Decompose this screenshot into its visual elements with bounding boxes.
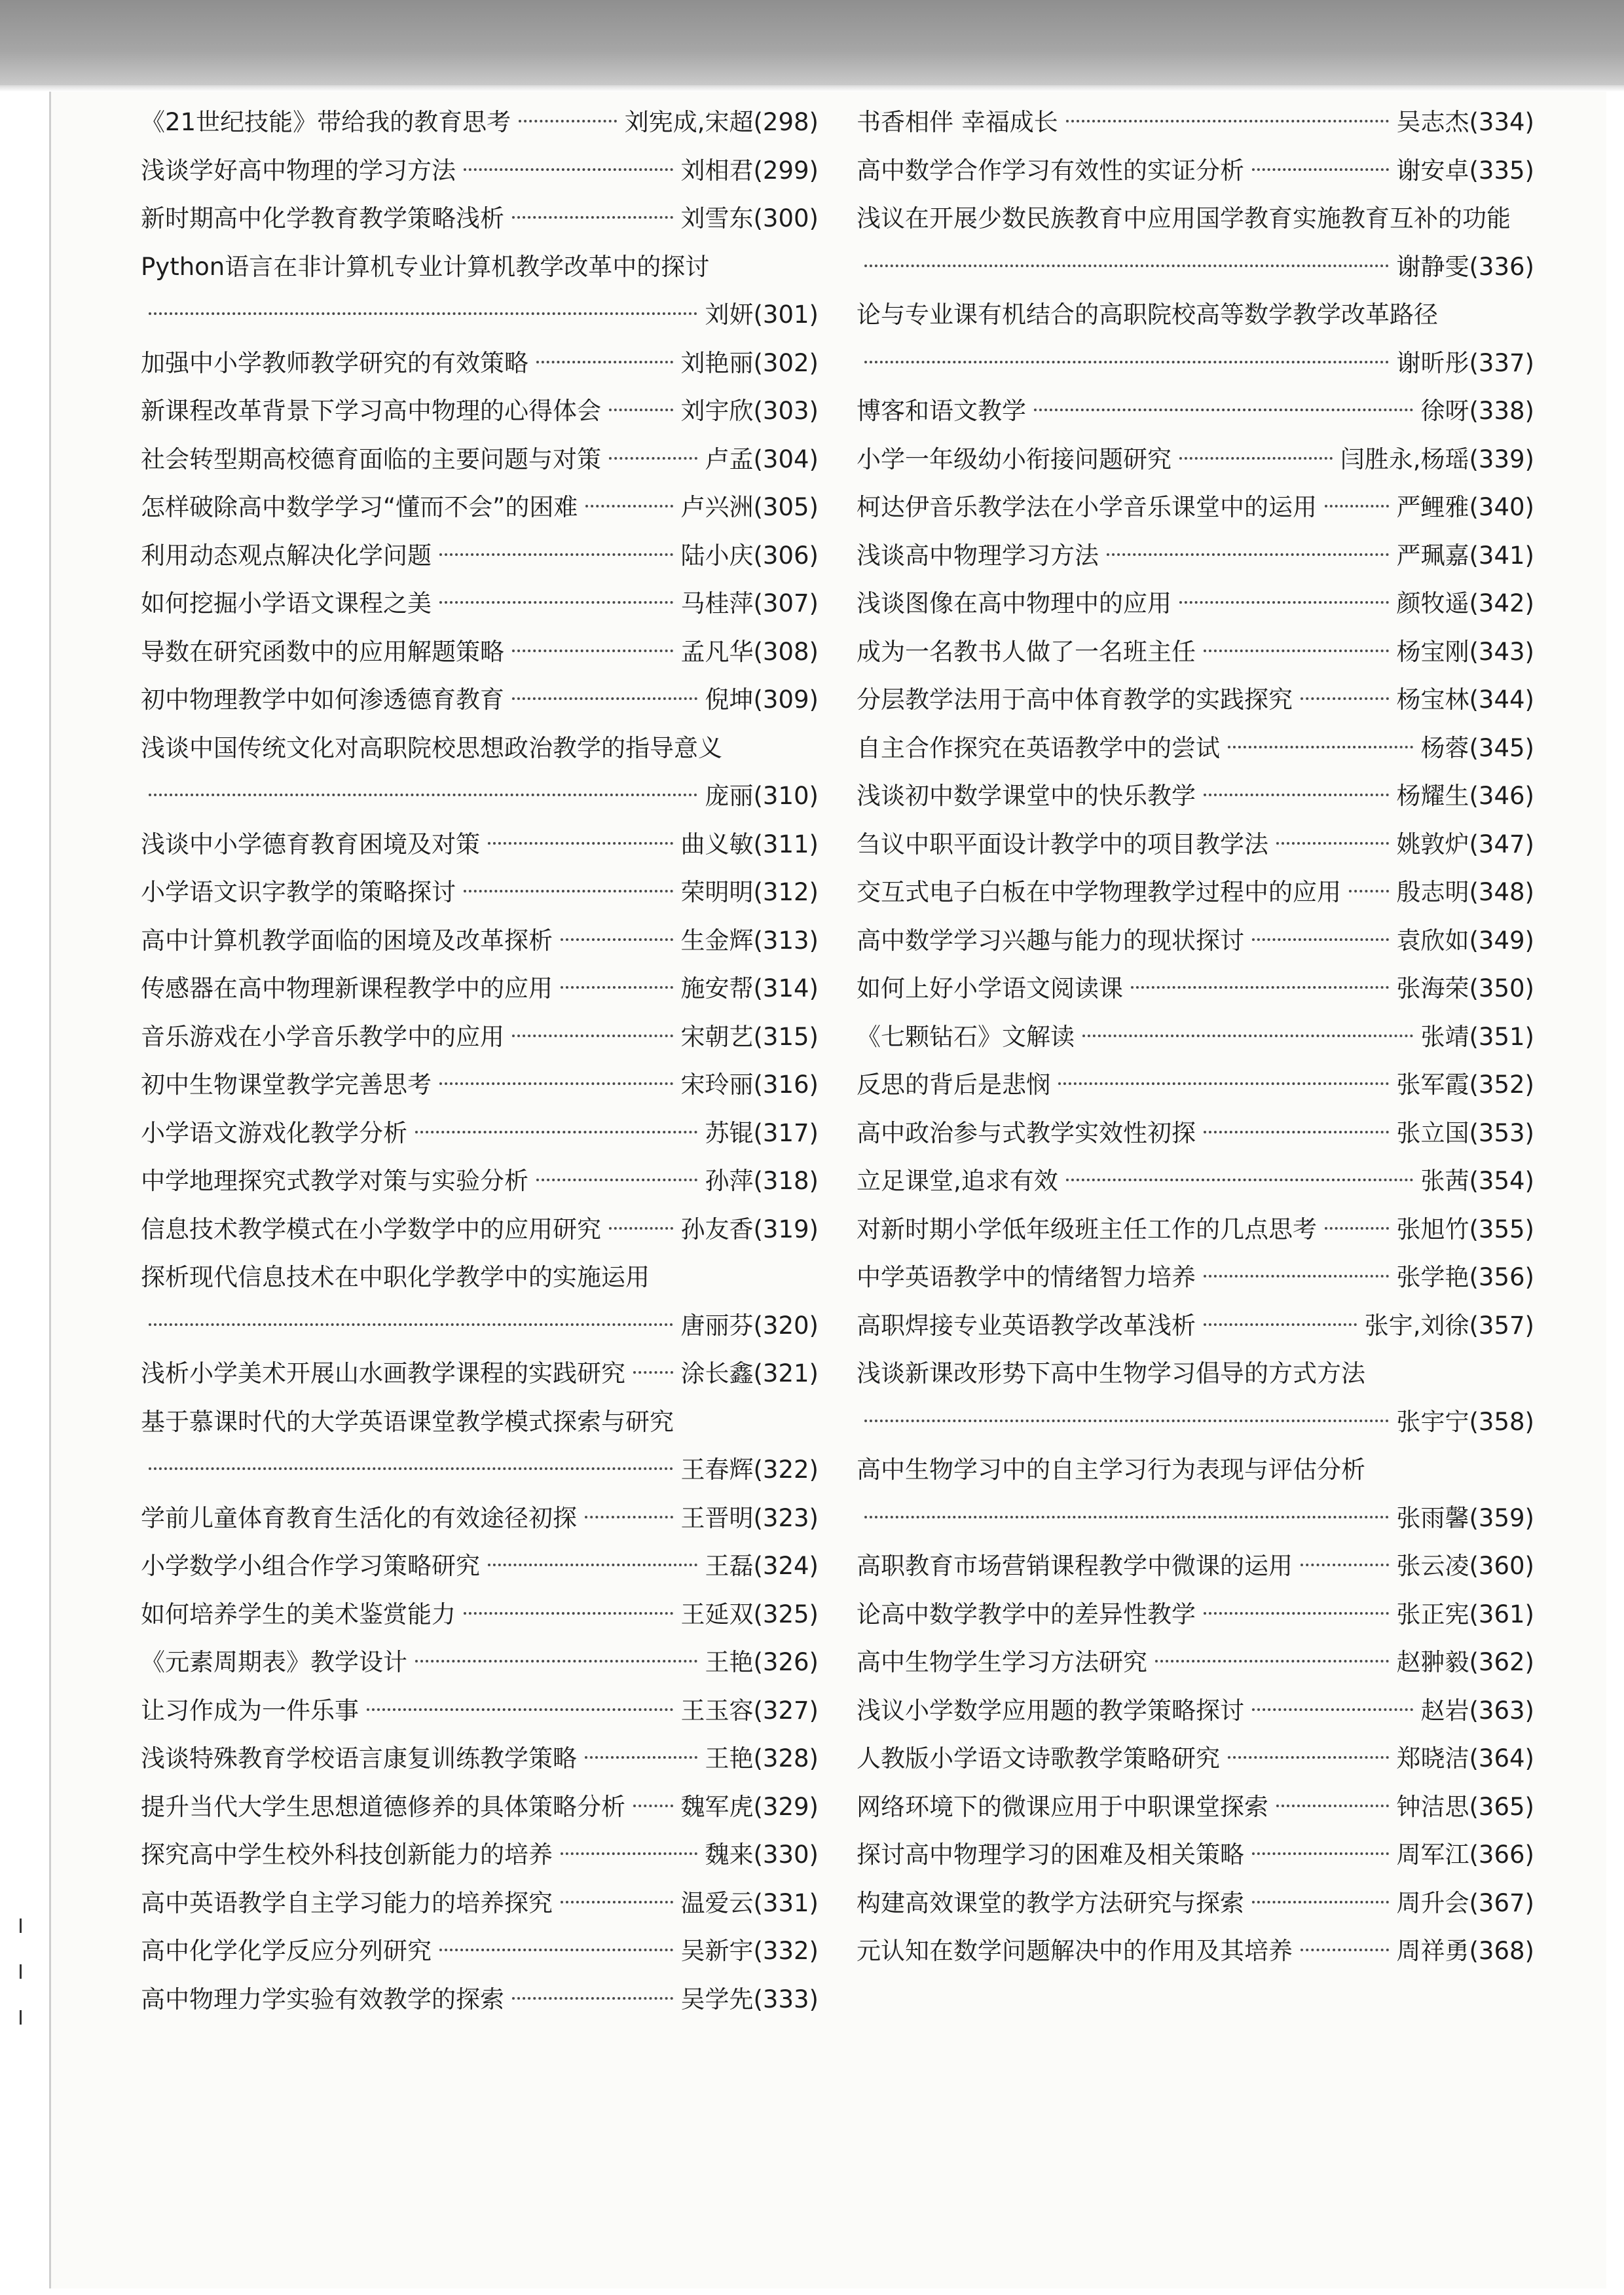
dot-leader: [1066, 120, 1389, 122]
margin-mark: [20, 1919, 27, 1933]
dot-leader: [488, 842, 673, 845]
dot-leader: [1252, 1901, 1389, 1903]
toc-entry-author-page: 王磊(324): [705, 1552, 819, 1580]
toc-entry-author-page: 吴新宇(332): [680, 1937, 819, 1965]
toc-entry-title: 如何培养学生的美术鉴赏能力: [141, 1600, 456, 1628]
toc-entry[interactable]: [857, 917, 1534, 965]
toc-entry-author-page: 张军霞(352): [1396, 1071, 1534, 1099]
toc-entry[interactable]: [857, 868, 1534, 917]
toc-entry-title: 浅谈图像在高中物理中的应用: [857, 589, 1172, 617]
toc-entry-author-page: 卢兴洲(305): [680, 493, 819, 521]
toc-entry-author-page: 严珮嘉(341): [1396, 541, 1534, 570]
toc-entry[interactable]: [857, 387, 1534, 435]
toc-entry[interactable]: [141, 339, 819, 388]
toc-entry-title: 让习作成为一件乐事: [141, 1696, 359, 1725]
toc-entry[interactable]: [857, 1927, 1534, 1975]
toc-entry[interactable]: [857, 1061, 1534, 1109]
toc-entry[interactable]: [141, 917, 819, 965]
toc-entry-title: 信息技术教学模式在小学数学中的应用研究: [141, 1215, 601, 1243]
toc-entry-author-page: 宋玲丽(316): [680, 1071, 819, 1099]
toc-entry[interactable]: [141, 387, 819, 435]
toc-entry[interactable]: [857, 1302, 1534, 1350]
dot-leader: [864, 1516, 1389, 1518]
toc-entry-title: 高职教育市场营销课程教学中微课的运用: [857, 1552, 1293, 1580]
toc-entry-author-page: 徐呀(338): [1420, 397, 1534, 425]
dot-leader: [512, 216, 673, 219]
toc-entry[interactable]: [141, 483, 819, 532]
toc-entry[interactable]: [141, 1687, 819, 1735]
dot-leader: [1276, 842, 1389, 845]
toc-entry-author-page: 张雨馨(359): [1396, 1503, 1534, 1532]
dot-leader: [561, 1852, 697, 1855]
toc-entry[interactable]: [141, 1109, 819, 1158]
dot-leader: [1107, 553, 1389, 556]
toc-entry-title: 探究高中学生校外科技创新能力的培养: [141, 1841, 553, 1869]
toc-entry-title: 怎样破除高中数学学习“懂而不会”的困难: [141, 493, 578, 521]
toc-entry-author-page: 陆小庆(306): [680, 541, 819, 570]
toc-entry-author-page: 孟凡华(308): [680, 637, 819, 666]
toc-entry[interactable]: [857, 1157, 1534, 1205]
toc-entry-author-page: 苏锟(317): [705, 1118, 819, 1147]
toc-entry-author-page: 谢静雯(336): [1396, 252, 1534, 281]
toc-entry-title: 刍议中职平面设计教学中的项目教学法: [857, 830, 1268, 858]
dot-leader: [519, 120, 617, 122]
dot-leader: [415, 1660, 697, 1662]
dot-leader: [1228, 746, 1413, 748]
toc-entry-title: 高中生物学生学习方法研究: [857, 1648, 1147, 1676]
toc-entry-author-page: 颜牧遥(342): [1396, 589, 1534, 617]
toc-entry-author-page: 庞丽(310): [705, 782, 819, 810]
toc-entry-title: 高中数学学习兴趣与能力的现状探讨: [857, 926, 1244, 955]
dot-leader: [1058, 1082, 1389, 1085]
dot-leader: [864, 265, 1389, 267]
dot-leader: [1204, 1612, 1389, 1615]
toc-entry-title: 导数在研究函数中的应用解题策略: [141, 637, 504, 666]
toc-entry[interactable]: [141, 1927, 819, 1975]
toc-entry[interactable]: [857, 1638, 1534, 1687]
toc-entry[interactable]: [857, 1349, 1534, 1446]
dot-leader: [1131, 986, 1389, 989]
dot-leader: [585, 1516, 673, 1518]
toc-entry-title: 《21世纪技能》带给我的教育思考: [141, 108, 511, 136]
toc-entry-author-page: 孙萍(318): [705, 1167, 819, 1195]
toc-entry-title: 小学语文识字教学的策略探讨: [141, 878, 456, 906]
toc-entry[interactable]: [141, 98, 819, 147]
toc-entry-title: 浅谈特殊教育学校语言康复训练教学策略: [141, 1744, 577, 1772]
dot-leader: [488, 1564, 697, 1566]
toc-entry[interactable]: [857, 291, 1534, 387]
toc-entry-title: 《七颗钻石》文解读: [857, 1022, 1075, 1051]
toc-entry[interactable]: [857, 147, 1534, 195]
toc-entry-title: 新课程改革背景下学习高中物理的心得体会: [141, 397, 601, 425]
toc-entry-title: 交互式电子白板在中学物理教学过程中的应用: [857, 878, 1341, 906]
toc-entry-title: 加强中小学教师教学研究的有效策略: [141, 348, 528, 377]
dot-leader: [1301, 1949, 1389, 1951]
toc-entry-author-page: 刘宪成,宋超(298): [624, 108, 819, 136]
dot-leader: [633, 1805, 673, 1807]
dot-leader: [1204, 1275, 1389, 1277]
toc-entry-title: 高中英语教学自主学习能力的培养探究: [141, 1888, 553, 1917]
toc-entry[interactable]: [857, 820, 1534, 869]
dot-leader: [512, 1035, 673, 1037]
dot-leader: [464, 890, 673, 892]
toc-entry[interactable]: [857, 435, 1534, 484]
toc-entry[interactable]: [141, 1590, 819, 1639]
dot-leader: [561, 986, 673, 989]
toc-entry-title: 小学一年级幼小衔接问题研究: [857, 445, 1172, 473]
toc-entry-author-page: 钟洁思(365): [1396, 1792, 1534, 1821]
toc-entry-title: 浅析小学美术开展山水画教学课程的实践研究: [141, 1359, 625, 1387]
toc-entry[interactable]: [141, 1494, 819, 1543]
toc-entry-title: 浅谈初中数学课堂中的快乐教学: [857, 782, 1196, 810]
toc-entry-title: 高职焊接专业英语教学改革浅析: [857, 1311, 1196, 1340]
toc-right-column: [857, 98, 1534, 1975]
toc-entry-title: 成为一名教书人做了一名班主任: [857, 637, 1196, 666]
toc-entry-author-page: 杨蓉(345): [1420, 733, 1534, 762]
dot-leader: [1204, 1131, 1389, 1133]
toc-entry-author-page: 张旭竹(355): [1396, 1215, 1534, 1243]
toc-entry-title: 元认知在数学问题解决中的作用及其培养: [857, 1937, 1293, 1965]
toc-entry[interactable]: [857, 1446, 1534, 1542]
toc-entry-title: 分层教学法用于高中体育教学的实践探究: [857, 686, 1293, 714]
dot-leader: [1204, 794, 1389, 796]
toc-entry[interactable]: [141, 1879, 819, 1928]
margin-mark: [20, 1964, 27, 1979]
toc-entry-author-page: 张云凌(360): [1396, 1552, 1534, 1580]
toc-entry[interactable]: [857, 1687, 1534, 1735]
toc-entry[interactable]: [141, 1349, 819, 1398]
toc-entry-author-page: 张茜(354): [1420, 1167, 1534, 1195]
toc-entry-title: 人教版小学语文诗歌教学策略研究: [857, 1744, 1220, 1772]
toc-entry-author-page: 施安帮(314): [680, 974, 819, 1002]
dot-leader: [1082, 1035, 1413, 1037]
toc-entry-title: 小学数学小组合作学习策略研究: [141, 1552, 480, 1580]
toc-entry-author-page: 刘雪东(300): [680, 204, 819, 232]
dot-leader: [464, 168, 673, 171]
toc-entry[interactable]: [857, 1783, 1534, 1831]
toc-entry-author-page: 王艳(326): [705, 1648, 819, 1676]
toc-entry-title: 对新时期小学低年级班主任工作的几点思考: [857, 1215, 1317, 1243]
toc-entry-title: 探讨高中物理学习的困难及相关策略: [857, 1841, 1244, 1869]
top-gray-band: [0, 0, 1624, 85]
toc-entry[interactable]: [857, 1879, 1534, 1928]
toc-left-column: [141, 98, 819, 2023]
toc-entry-title: 学前儿童体育教育生活化的有效途径初探: [141, 1503, 577, 1532]
dot-leader: [561, 938, 673, 941]
dot-leader: [1252, 938, 1389, 941]
top-band-edge: [0, 85, 1624, 92]
toc-entry[interactable]: [141, 1975, 819, 2024]
toc-entry[interactable]: [141, 964, 819, 1013]
toc-entry[interactable]: [141, 1638, 819, 1687]
toc-entry-author-page: 张海荣(350): [1396, 974, 1534, 1002]
dot-leader: [1276, 1805, 1389, 1807]
toc-entry[interactable]: [141, 1253, 819, 1349]
toc-entry-title: 构建高效课堂的教学方法研究与探索: [857, 1888, 1244, 1917]
toc-entry-title: 传感器在高中物理新课程教学中的应用: [141, 974, 553, 1002]
toc-entry-title: 柯达伊音乐教学法在小学音乐课堂中的运用: [857, 493, 1317, 521]
toc-entry[interactable]: [141, 868, 819, 917]
dot-leader: [609, 409, 673, 411]
toc-entry[interactable]: [141, 1157, 819, 1205]
toc-entry-title: 反思的背后是悲悯: [857, 1071, 1050, 1099]
toc-entry-title: 浅谈学好高中物理的学习方法: [141, 156, 456, 185]
toc-entry-author-page: 吴志杰(334): [1396, 108, 1534, 136]
dot-leader: [1349, 890, 1389, 892]
toc-entry[interactable]: [141, 820, 819, 869]
dot-leader: [149, 1323, 673, 1326]
toc-entry-title: 高中化学化学反应分列研究: [141, 1937, 432, 1965]
dot-leader: [512, 697, 697, 700]
toc-entry-title: 高中数学合作学习有效性的实证分析: [857, 156, 1244, 185]
toc-entry-title: 中学英语教学中的情绪智力培养: [857, 1263, 1196, 1291]
toc-entry-author-page: 刘艳丽(302): [680, 348, 819, 377]
dot-leader: [1155, 1660, 1389, 1662]
toc-entry[interactable]: [141, 1013, 819, 1061]
toc-entry-author-page: 王延双(325): [680, 1600, 819, 1628]
toc-entry-title: 高中生物学习中的自主学习行为表现与评估分析: [857, 1456, 1365, 1484]
dot-leader: [561, 1901, 673, 1903]
dot-leader: [864, 1420, 1389, 1422]
toc-entry-author-page: 温爱云(331): [680, 1888, 819, 1917]
dot-leader: [609, 457, 697, 460]
toc-entry-title: 利用动态观点解决化学问题: [141, 541, 432, 570]
toc-entry-author-page: 赵翀毅(362): [1396, 1648, 1534, 1676]
toc-entry[interactable]: [141, 1061, 819, 1109]
toc-entry-title: 提升当代大学生思想道德修养的具体策略分析: [141, 1792, 625, 1821]
toc-entry-title: 高中计算机教学面临的困境及改革探析: [141, 926, 553, 955]
dot-leader: [439, 1949, 673, 1951]
toc-entry-title: 初中物理教学中如何渗透德育教育: [141, 686, 504, 714]
toc-entry-author-page: 张正宪(361): [1396, 1600, 1534, 1628]
toc-entry[interactable]: [141, 579, 819, 628]
toc-entry-author-page: 王玉容(327): [680, 1696, 819, 1725]
toc-entry[interactable]: [141, 1783, 819, 1831]
toc-entry-title: 浅议小学数学应用题的教学策略探讨: [857, 1696, 1244, 1725]
toc-entry-author-page: 王春辉(322): [680, 1456, 819, 1484]
toc-entry[interactable]: [857, 1013, 1534, 1061]
toc-entry-author-page: 荣明明(312): [680, 878, 819, 906]
toc-entry-title: 立足课堂,追求有效: [857, 1167, 1058, 1195]
toc-entry[interactable]: [141, 435, 819, 484]
dot-leader: [1301, 697, 1389, 700]
toc-entry[interactable]: [141, 1542, 819, 1590]
toc-entry[interactable]: [141, 1398, 819, 1494]
toc-entry-title: 社会转型期高校德育面临的主要问题与对策: [141, 445, 601, 473]
dot-leader: [536, 361, 673, 363]
dot-leader: [1325, 1227, 1389, 1230]
toc-entry-title: 书香相伴 幸福成长: [857, 108, 1058, 136]
toc-entry-author-page: 刘妍(301): [705, 301, 819, 329]
toc-entry[interactable]: [857, 98, 1534, 147]
dot-leader: [1204, 650, 1389, 652]
toc-entry-title: 如何上好小学语文阅读课: [857, 974, 1123, 1002]
dot-leader: [536, 1179, 697, 1181]
dot-leader: [1228, 1756, 1389, 1759]
dot-leader: [609, 1227, 673, 1230]
toc-entry-author-page: 杨耀生(346): [1396, 782, 1534, 810]
toc-entry[interactable]: [857, 1590, 1534, 1639]
toc-entry[interactable]: [141, 676, 819, 724]
toc-entry-author-page: 杨宝刚(343): [1396, 637, 1534, 666]
toc-entry-title: 浅谈中国传统文化对高职院校思想政治教学的指导意义: [141, 733, 722, 762]
toc-entry-title: 高中物理力学实验有效教学的探索: [141, 1985, 504, 2013]
dot-leader: [1179, 457, 1333, 460]
toc-entry[interactable]: [857, 1831, 1534, 1879]
dot-leader: [1325, 505, 1389, 507]
toc-entry[interactable]: [857, 1253, 1534, 1302]
toc-entry-author-page: 生金辉(313): [680, 926, 819, 955]
dot-leader: [512, 1997, 673, 2000]
toc-entry-title: Python语言在非计算机专业计算机教学改革中的探讨: [141, 252, 710, 281]
toc-entry-author-page: 闫胜永,杨瑶(339): [1340, 445, 1534, 473]
toc-entry[interactable]: [857, 1735, 1534, 1783]
dot-leader: [1252, 1708, 1413, 1711]
toc-entry-author-page: 王艳(328): [705, 1744, 819, 1772]
toc-entry-title: 浅谈高中物理学习方法: [857, 541, 1099, 570]
toc-entry[interactable]: [857, 483, 1534, 532]
toc-entry-author-page: 曲义敏(311): [680, 830, 819, 858]
toc-entry-title: 论高中数学教学中的差异性教学: [857, 1600, 1196, 1628]
toc-entry-author-page: 张立国(353): [1396, 1118, 1534, 1147]
toc-entry[interactable]: [857, 628, 1534, 676]
toc-entry[interactable]: [857, 532, 1534, 580]
toc-entry-author-page: 殷志明(348): [1396, 878, 1534, 906]
toc-entry-title: 探析现代信息技术在中职化学教学中的实施运用: [141, 1263, 650, 1291]
toc-entry[interactable]: [857, 194, 1534, 291]
dot-leader: [1301, 1564, 1389, 1566]
toc-entry-author-page: 周祥勇(368): [1396, 1937, 1534, 1965]
toc-entry-title: 小学语文游戏化教学分析: [141, 1118, 407, 1147]
toc-entry[interactable]: [857, 1109, 1534, 1158]
dot-leader: [585, 1756, 697, 1759]
toc-entry-author-page: 张学艳(356): [1396, 1263, 1534, 1291]
toc-entry[interactable]: [857, 1205, 1534, 1254]
toc-entry[interactable]: [141, 243, 819, 339]
dot-leader: [864, 361, 1389, 363]
toc-entry[interactable]: [141, 194, 819, 243]
toc-entry-author-page: 张宇,刘徐(357): [1364, 1311, 1534, 1340]
dot-leader: [367, 1708, 673, 1711]
toc-entry-author-page: 周升会(367): [1396, 1888, 1534, 1917]
dot-leader: [1179, 601, 1389, 604]
toc-entry-author-page: 魏军虎(329): [680, 1792, 819, 1821]
toc-entry-author-page: 刘相君(299): [680, 156, 819, 185]
toc-entry-title: 网络环境下的微课应用于中职课堂探索: [857, 1792, 1268, 1821]
toc-entry-author-page: 严鲤雅(340): [1396, 493, 1534, 521]
toc-entry-title: 新时期高中化学教育教学策略浅析: [141, 204, 504, 232]
dot-leader: [1252, 1852, 1389, 1855]
toc-entry[interactable]: [857, 579, 1534, 628]
toc-entry-author-page: 唐丽芬(320): [680, 1311, 819, 1340]
toc-entry-title: 音乐游戏在小学音乐教学中的应用: [141, 1022, 504, 1051]
dot-leader: [464, 1612, 673, 1615]
toc-entry[interactable]: [857, 964, 1534, 1013]
toc-entry-title: 高中政治参与式教学实效性初探: [857, 1118, 1196, 1147]
dot-leader: [585, 505, 673, 507]
toc-entry-title: 浅议在开展少数民族教育中应用国学教育实施教育互补的功能: [857, 204, 1511, 232]
toc-entry-author-page: 刘宇欣(303): [680, 397, 819, 425]
toc-entry[interactable]: [141, 532, 819, 580]
toc-entry-author-page: 赵岩(363): [1420, 1696, 1534, 1725]
toc-entry-author-page: 张宇宁(358): [1396, 1407, 1534, 1436]
toc-entry-author-page: 卢孟(304): [705, 445, 819, 473]
toc-entry-author-page: 涂长鑫(321): [680, 1359, 819, 1387]
dot-leader: [512, 650, 673, 652]
toc-entry[interactable]: [141, 628, 819, 676]
toc-entry-author-page: 谢昕彤(337): [1396, 348, 1534, 377]
dot-leader: [149, 794, 697, 796]
toc-entry[interactable]: [857, 724, 1534, 773]
dot-leader: [149, 1467, 673, 1470]
toc-entry-title: 中学地理探究式教学对策与实验分析: [141, 1167, 528, 1195]
toc-entry-author-page: 张靖(351): [1420, 1022, 1534, 1051]
toc-entry[interactable]: [141, 1205, 819, 1254]
toc-entry-author-page: 袁欣如(349): [1396, 926, 1534, 955]
toc-entry-author-page: 姚敦炉(347): [1396, 830, 1534, 858]
toc-entry-author-page: 谢安卓(335): [1396, 156, 1534, 185]
toc-entry-author-page: 郑晓洁(364): [1396, 1744, 1534, 1772]
dot-leader: [415, 1131, 697, 1133]
toc-entry-title: 浅谈中小学德育教育困境及对策: [141, 830, 480, 858]
dot-leader: [1252, 168, 1389, 171]
toc-entry-author-page: 魏来(330): [705, 1841, 819, 1869]
toc-entry-author-page: 宋朝艺(315): [680, 1022, 819, 1051]
toc-entry[interactable]: [141, 1831, 819, 1879]
dot-leader: [1034, 409, 1413, 411]
dot-leader: [1066, 1179, 1413, 1181]
toc-entry[interactable]: [857, 676, 1534, 724]
dot-leader: [439, 553, 673, 556]
toc-entry-title: 自主合作探究在英语教学中的尝试: [857, 733, 1220, 762]
toc-entry-author-page: 杨宝林(344): [1396, 686, 1534, 714]
toc-entry-title: 初中生物课堂教学完善思考: [141, 1071, 432, 1099]
margin-mark: [20, 2010, 27, 2025]
dot-leader: [1204, 1323, 1357, 1326]
toc-entry[interactable]: [857, 772, 1534, 820]
toc-entry-title: 《元素周期表》教学设计: [141, 1648, 407, 1676]
dot-leader: [439, 1082, 673, 1085]
toc-entry[interactable]: [857, 1542, 1534, 1590]
toc-entry-author-page: 马桂萍(307): [680, 589, 819, 617]
toc-entry-title: 论与专业课有机结合的高职院校高等数学教学改革路径: [857, 301, 1438, 329]
toc-entry-author-page: 周军江(366): [1396, 1841, 1534, 1869]
toc-entry-author-page: 王晋明(323): [680, 1503, 819, 1532]
toc-entry-author-page: 吴学先(333): [680, 1985, 819, 2013]
toc-entry-title: 博客和语文教学: [857, 397, 1026, 425]
toc-entry-author-page: 孙友香(319): [680, 1215, 819, 1243]
dot-leader: [633, 1371, 673, 1374]
toc-entry[interactable]: [141, 724, 819, 820]
dot-leader: [149, 312, 697, 315]
toc-entry-title: 如何挖掘小学语文课程之美: [141, 589, 432, 617]
toc-entry[interactable]: [141, 1735, 819, 1783]
toc-entry-title: 基于慕课时代的大学英语课堂教学模式探索与研究: [141, 1407, 674, 1436]
toc-entry[interactable]: [141, 147, 819, 195]
toc-entry-author-page: 倪坤(309): [705, 686, 819, 714]
toc-entry-title: 浅谈新课改形势下高中生物学习倡导的方式方法: [857, 1359, 1365, 1387]
dot-leader: [439, 601, 673, 604]
